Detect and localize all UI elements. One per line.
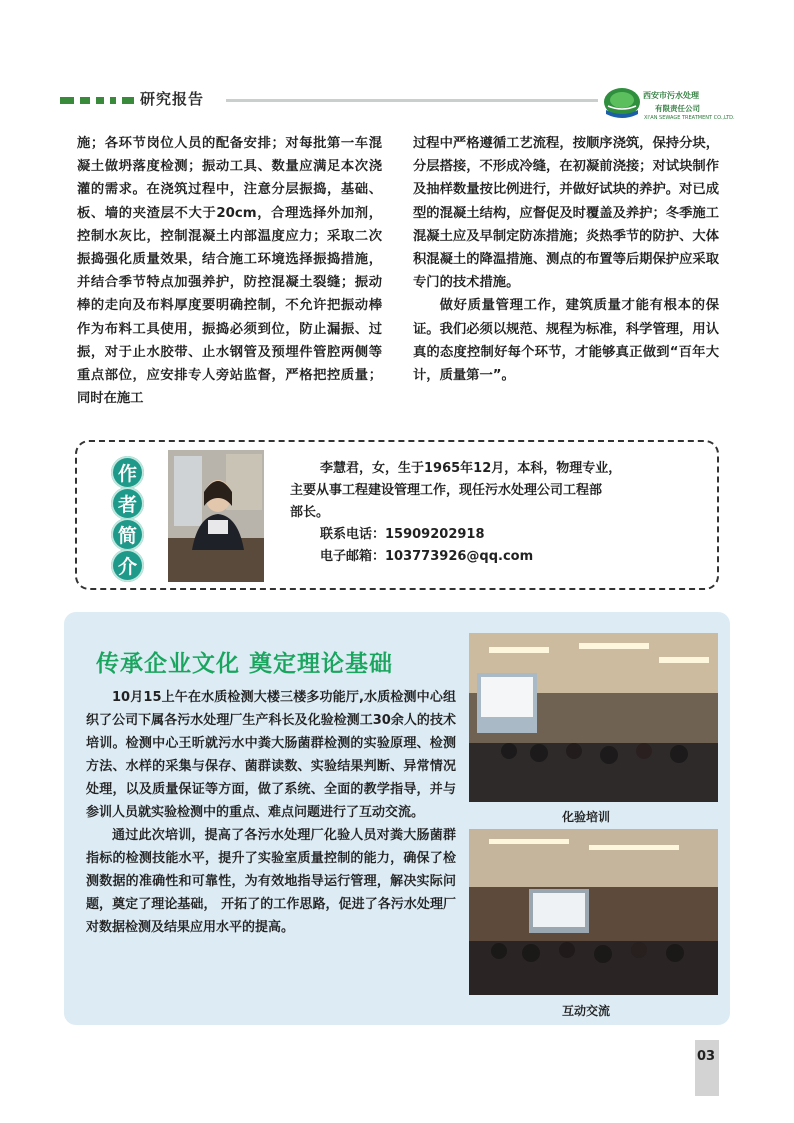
author-email: 电子邮箱：103773926@qq.com	[320, 549, 534, 564]
author-phone: 联系电话：15909202918	[320, 527, 485, 542]
article-right-paragraph-2: 做好质量管理工作，建筑质量才能有根本的保证。我们必须以规范、规程为标准，科学管理，用认真的态度控制好每个环节，才能够真正做到“百年大计，质量第一”。	[413, 298, 719, 384]
feature-title: 传承企业文化 奠定理论基础	[96, 651, 394, 677]
photo-caption-2: 互动交流	[562, 1004, 611, 1018]
training-photo	[469, 633, 718, 802]
logo-name-line1: 西安市污水处理	[643, 91, 699, 100]
author-bio-line-2: 主要从事工程建设管理工作，现任污水处理公司工程部	[290, 483, 603, 498]
author-photo	[168, 450, 264, 582]
logo-name-line2: 有限责任公司	[655, 104, 700, 113]
author-bio	[290, 458, 690, 568]
article-left-text: 施；各环节岗位人员的配备安排；对每批第一车混凝土做坍落度检测；振动工具、数量应满足本次浇灌的需求。在浇筑过程中，注意分层振捣，基础、板、墙的夹渣层不大于20cm，合理选择外加剂，控制水灰比，控制混凝土内部温度应力；采取二次振捣强化质量效果，结合施工环境选择振捣措施，并结合季节特点加强养护，防控混凝土裂缝；振动棒的走向及布料厚度要明确控制，不允许把振动棒作为布料工具使用，振捣必须到位，防止漏振、过振，对于止水胶带、止水钢管及预埋件管腔两侧等重点部位，应安排专人旁站监督，严格把控质量；同时在施工	[77, 136, 382, 407]
author-badge-char-4: 介	[111, 549, 144, 582]
header-rule	[226, 99, 598, 102]
author-badge-char-2: 者	[111, 487, 144, 520]
feature-paragraph-2: 通过此次培训，提高了各污水处理厂化验人员对粪大肠菌群指标的检测技能水平，提升了实验室质量控制的能力，确保了检测数据的准确性和可靠性，为有效地指导运行管理，解决实际问题，奠定了理论基础， 开拓了的工作思路，促进了各污水处理厂对数据检测及结果应用水平的提高。	[86, 828, 456, 935]
interaction-photo	[469, 829, 718, 995]
section-title: 研究报告	[140, 90, 205, 108]
feature-paragraph-1: 10月15上午在水质检测大楼三楼多功能厅,水质检测中心组织了公司下属各污水处理厂生产科长及化验检测工30余人的技术培训。检测中心王昕就污水中粪大肠菌群检测的实验原理、检测方法、水样的采集与保存、菌群读数、实验结果判断、异常情况处理，以及质量保证等方面，做了系统、全面的教学指导，并与参训人员就实验检测中的重点、难点问题进行了互动交流。	[86, 690, 456, 820]
header-decor-bar	[60, 96, 134, 104]
feature-body	[86, 686, 456, 939]
article-right-paragraph-1: 过程中严格遵循工艺流程，按顺序浇筑，保持分块，分层搭接，不形成冷缝，在初凝前浇接；对试块制作及抽样数量按比例进行，并做好试块的养护。对已成型的混凝土结构，应督促及时覆盖及养护；冬季施工混凝土应及早制定防冻措施；炎热季节的防护、大体积混凝土的降温措施、测点的布置等后期保护应采取专门的技术措施。	[413, 136, 719, 291]
author-bio-line-1: 李慧君，女，生于1965年12月，本科，物理专业，	[320, 461, 622, 476]
photo-caption-1: 化验培训	[562, 810, 611, 824]
page-number: 03	[697, 1049, 716, 1064]
logo-english-name: XI'AN SEWAGE TREATMENT CO.,LTD.	[644, 115, 735, 121]
author-badge-char-3: 简	[111, 518, 144, 551]
article-left-column	[77, 132, 382, 410]
author-bio-line-3: 部长。	[290, 505, 330, 520]
author-badge-char-1: 作	[111, 456, 144, 489]
article-right-column	[413, 132, 719, 387]
